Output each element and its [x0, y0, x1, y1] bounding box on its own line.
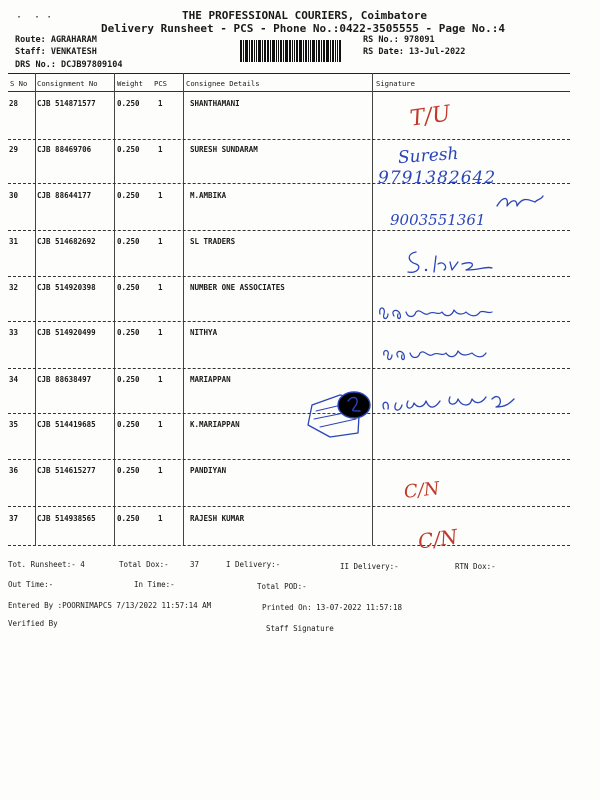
row-separator — [8, 139, 570, 140]
scribble-row31 — [404, 248, 494, 278]
in-time: In Time:- — [134, 580, 175, 589]
row-pcs: 1 — [158, 191, 163, 200]
scribble-row32 — [376, 300, 496, 324]
row-pcs: 1 — [158, 145, 163, 154]
row-weight: 0.250 — [117, 420, 140, 429]
row-consignee: SHANTHAMANI — [190, 99, 240, 108]
scribble-row33 — [380, 343, 490, 365]
signature-row28: T/U — [408, 101, 453, 132]
row-pcs: 1 — [158, 420, 163, 429]
row-weight: 0.250 — [117, 99, 140, 108]
ii-delivery: II Delivery:- — [340, 562, 399, 571]
row-separator — [8, 545, 570, 546]
staff-signature: Staff Signature — [266, 624, 334, 633]
row-consignment: CJB 514938565 — [37, 514, 96, 523]
row-weight: 0.250 — [117, 375, 140, 384]
signature-row37: C/N — [416, 524, 460, 554]
drs-label: DRS No.: DCJB97809104 — [15, 60, 123, 70]
signature-row29-name: Suresh — [397, 143, 460, 169]
row-consignment: CJB 88469706 — [37, 145, 92, 154]
row-consignment: CJB 514419685 — [37, 420, 96, 429]
row-weight: 0.250 — [117, 145, 140, 154]
row-sno: 35 — [9, 420, 19, 429]
col-header-pcs: PCS — [154, 79, 167, 88]
row-weight: 0.250 — [117, 237, 140, 246]
row-consignment: CJB 88638497 — [37, 375, 92, 384]
row-sno: 28 — [9, 99, 19, 108]
col-header-sno: S No — [10, 79, 28, 88]
row-consignee: PANDIYAN — [190, 466, 227, 475]
row-pcs: 1 — [158, 283, 163, 292]
row-pcs: 1 — [158, 514, 163, 523]
row-consignment: CJB 514871577 — [37, 99, 96, 108]
stamp-scribble-row34 — [300, 385, 530, 445]
row-consignee: MARIAPPAN — [190, 375, 231, 384]
row-sno: 37 — [9, 514, 19, 523]
route-label: Route: AGRAHARAM — [15, 35, 97, 45]
table-header-rule — [8, 91, 570, 92]
col-divider — [372, 73, 373, 545]
row-pcs: 1 — [158, 466, 163, 475]
runsheet-subtitle: Delivery Runsheet - PCS - Phone No.:0422-3505555 - Page No.:4 — [101, 22, 505, 35]
total-pod: Total POD:- — [257, 582, 307, 591]
row-sno: 32 — [9, 283, 19, 292]
signature-row36: C/N — [402, 478, 441, 503]
row-weight: 0.250 — [117, 283, 140, 292]
row-consignment: CJB 514615277 — [37, 466, 96, 475]
rs-date-label: RS Date: 13-Jul-2022 — [363, 47, 466, 57]
col-divider — [114, 73, 115, 545]
table-top-rule — [8, 73, 570, 74]
signature-row29-phone: 9791382642 — [378, 168, 497, 188]
total-dox-label: Total Dox:- — [119, 560, 169, 569]
col-divider — [183, 73, 184, 545]
rtn-dox: RTN Dox:- — [455, 562, 496, 571]
col-header-consignee: Consignee Details — [186, 79, 260, 88]
row-consignment: CJB 514920398 — [37, 283, 96, 292]
staff-label: Staff: VENKATESH — [15, 47, 97, 57]
rs-no-label: RS No.: 978091 — [363, 35, 435, 45]
out-time: Out Time:- — [8, 580, 54, 589]
row-consignment: CJB 88644177 — [37, 191, 92, 200]
col-divider — [35, 73, 36, 545]
printed-on: Printed On: 13-07-2022 11:57:18 — [262, 603, 402, 612]
row-consignee: RAJESH KUMAR — [190, 514, 245, 523]
row-pcs: 1 — [158, 328, 163, 337]
entered-by: Entered By :POORNIMAPCS 7/13/2022 11:57:14 AM — [8, 601, 212, 610]
row-consignee: SURESH SUNDARAM — [190, 145, 258, 154]
row-separator — [8, 230, 570, 231]
signature-row30-phone: 9003551361 — [390, 211, 486, 229]
row-sno: 30 — [9, 191, 19, 200]
scribble-row30 — [495, 192, 545, 212]
company-title: THE PROFESSIONAL COURIERS, Coimbatore — [182, 9, 428, 22]
col-header-signature: Signature — [376, 79, 415, 88]
row-separator — [8, 459, 570, 460]
row-sno: 34 — [9, 375, 19, 384]
row-weight: 0.250 — [117, 191, 140, 200]
row-consignee: SL TRADERS — [190, 237, 236, 246]
col-header-consignment: Consignment No — [37, 79, 98, 88]
row-consignment: CJB 514682692 — [37, 237, 96, 246]
row-weight: 0.250 — [117, 328, 140, 337]
row-pcs: 1 — [158, 375, 163, 384]
row-sno: 36 — [9, 466, 19, 475]
row-sno: 33 — [9, 328, 19, 337]
row-consignee: K.MARIAPPAN — [190, 420, 240, 429]
row-separator — [8, 368, 570, 369]
barcode — [240, 40, 358, 62]
header-dots: · · · — [16, 12, 53, 23]
row-weight: 0.250 — [117, 466, 140, 475]
tot-runsheet: Tot. Runsheet:- 4 — [8, 560, 85, 569]
row-sno: 31 — [9, 237, 19, 246]
row-separator — [8, 506, 570, 507]
row-weight: 0.250 — [117, 514, 140, 523]
verified-by: Verified By — [8, 619, 58, 628]
row-pcs: 1 — [158, 237, 163, 246]
total-dox-value: 37 — [190, 560, 200, 569]
row-consignment: CJB 514920499 — [37, 328, 96, 337]
row-pcs: 1 — [158, 99, 163, 108]
row-consignee: NUMBER ONE ASSOCIATES — [190, 283, 285, 292]
row-consignee: NITHYA — [190, 328, 218, 337]
row-sno: 29 — [9, 145, 19, 154]
col-header-weight: Weight — [117, 79, 143, 88]
i-delivery: I Delivery:- — [226, 560, 281, 569]
row-consignee: M.AMBIKA — [190, 191, 227, 200]
